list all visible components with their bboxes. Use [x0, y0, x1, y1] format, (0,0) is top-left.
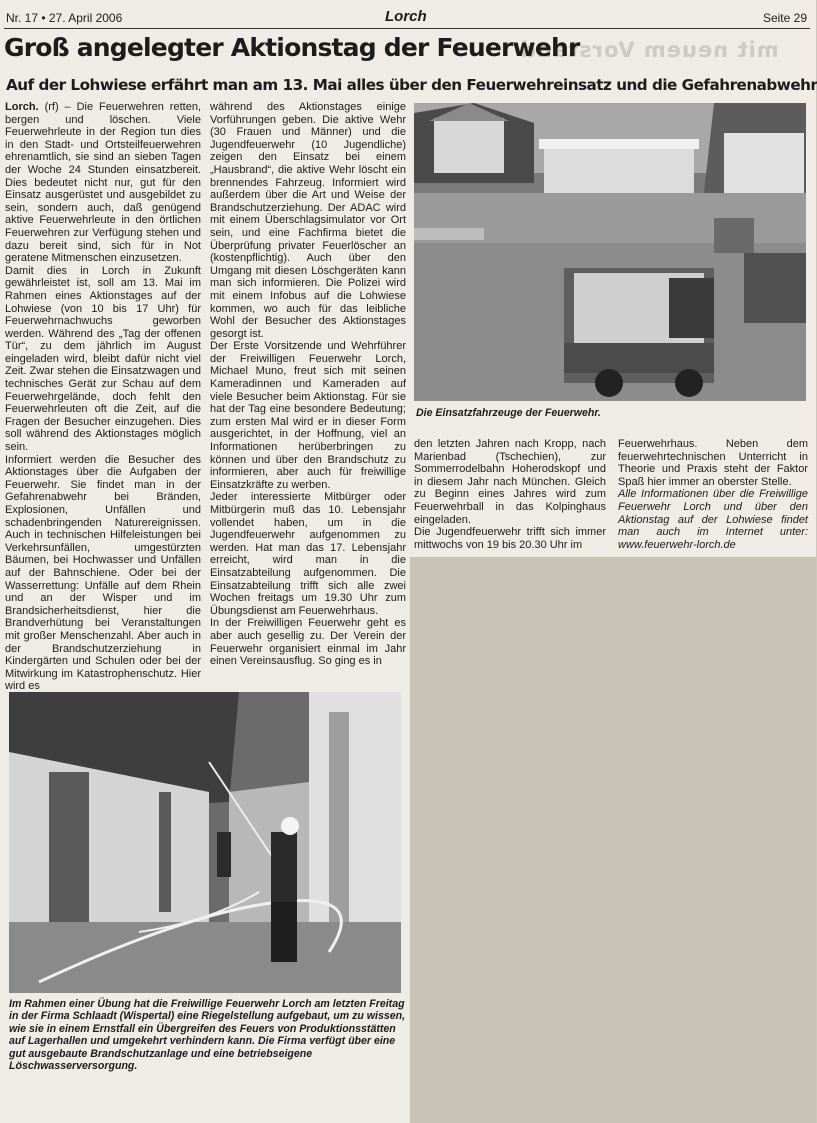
- article-column-3: [414, 438, 606, 558]
- paragraph: Der Erste Vorsitzende und Wehrführer der Freiwilligen Feuerwehr Lorch, Michael Muno, freut sich mit seinen Kameradinnen und Kameraden auf viele Besucher beim Aktionstag. Für sie hat der Tag eine besondere Bedeutung; zum ersten Mal wird er in dieser Form ausgerichtet, in der Hoffnung, viel an Informationen herüberbringen zu können und über den Brandschutz zu informieren, aber auch für freiwillige Einsatzkräfte zu werben.: [210, 340, 406, 491]
- article-column-4: [618, 438, 808, 558]
- issue-date: Nr. 17 • 27. April 2006: [6, 11, 123, 25]
- paragraph: Damit dies in Lorch in Zukunft gewährleistet ist, soll am 13. Mai im Rahmen eines Aktionstages auf der Lohwiese (von 10 bis 17 Uhr) für Feuerwehrnachwuchs geworben werden. Während des „Tag der offenen Tür“, zu dem jährlich im August eingeladen wird, bleibt dafür nicht viel Zeit. Zwar stehen die Einsatzwagen und technisches Gerät zur Schau auf dem Feuerwehrgelände, doch fehlt den Feuerwehrleuten oft die Zeit, auf die Fragen der Besucher einzugehen. Dies soll während des Aktionstages möglich sein.: [5, 264, 201, 454]
- scan-background: [410, 557, 816, 1123]
- paragraph: In der Freiwilligen Feuerwehr geht es aber auch gesellig zu. Der Verein der Feuerwehr organisiert einmal im Jahr einen Vereinsausflug. So ging es in: [210, 617, 406, 668]
- paragraph: Jeder interessierte Mitbürger oder Mitbürgerin muß das 10. Lebensjahr vollendet haben, um in die Jugendfeuerwehr aufgenommen zu werden. Hat man das 17. Lebensjahr erreicht, wird man in die Einsatzabteilung aufgenommen. Die Einsatzabteilung trifft sich alle zwei Wochen freitags um 19.30 Uhr zum Übungsdienst am Feuerwehrhaus.: [210, 491, 406, 617]
- article-column-1: [5, 101, 201, 693]
- page-number: Seite 29: [762, 11, 807, 25]
- section-name: Lorch: [385, 8, 427, 25]
- paragraph: Informiert werden die Besucher des Aktionstages über die Aufgaben der Feuerwehr. Sie findet man in der Gefahrenabwehr bei Bränden, Explosionen, Unfällen und schadenbringenden Naturereignissen. Auch in technischen Hilfeleistungen bei Verkehrsunfällen, umgestürzten Bäumen, bei Hochwasser und Unfällen auf der Bahnschiene. Oder bei der Wasserrettung: Unfälle auf dem Rhein und an der Wisper und im Brandsicherheitsdienst, hier die Brandverhütung bei Veranstaltungen mit großer Menschenzahl. Aber auch in der Brandschutzerziehung in Kindergärten und Schulen oder bei der Mitwirkung im Katastrophenschutz. Hier wird es: [5, 453, 201, 693]
- article-headline: Groß angelegter Aktionstag der Feuerwehr: [4, 33, 580, 62]
- article-subheadline: Auf der Lohwiese erfährt man am 13. Mai alles über den Feuerwehreinsatz und die Gefahrenabwehr: [6, 76, 817, 94]
- fire-trucks-photo: [414, 103, 806, 401]
- firefighter-drill-photo: [9, 692, 401, 993]
- dateline: Lorch.: [5, 101, 39, 113]
- paragraph: Die Jugendfeuerwehr trifft sich immer mittwochs von 19 bis 20.30 Uhr im: [414, 526, 606, 551]
- paragraph: (rf) – Die Feuerwehren retten, bergen und löschen. Viele Feuerwehrleute in der Region tun dies in den Stadt- und Ortsteilfeuerwehren ehrenamtlich, sie sind an sieben Tagen der Woche 24 Stunden einsatzbereit. Dies bedeutet nicht nur, gut für den Einsatz ausgerüstet und ausgebildet zu sein, sondern auch, daß genügend aktive Feuerwehrleute in den örtlichen Feuerwehren zur Verfügung stehen und dazu bereit sind, sich für in Not geratene Mitmenschen einzusetzen.: [5, 101, 201, 265]
- info-note: Alle Informationen über die Freiwillige Feuerwehr Lorch und über den Aktionstag auf der Lohwiese findet man auch im Internet unter: www.feuerwehr-lorch.de: [618, 488, 808, 551]
- paragraph: den letzten Jahren nach Kropp, nach Marienbad (Tschechien), zur Sommerrodelbahn Hoherodskopf und in diesem Jahr nach München. Gleich zu Beginn eines Jahres wird zum Feuerwehrball in das Kolpinghaus eingeladen.: [414, 438, 606, 526]
- paragraph: Feuerwehrhaus. Neben dem feuerwehrtechnischen Unterricht in Theorie und Praxis steht der Faktor Spaß hier immer an oberster Stelle.: [618, 438, 808, 488]
- page-header: [4, 8, 810, 29]
- photo-caption: Im Rahmen einer Übung hat die Freiwillige Feuerwehr Lorch am letzten Freitag in der Firma Schlaadt (Wispertal) eine Riegelstellung aufgebaut, um zu wissen, wie sie in einem Ernstfall ein Übergreifen des Feuers von Produktionsstätten auf Lagerhallen und umgekehrt verhindern kann. Die Firma verfügt über eine gut ausgebaute Brandschutzanlage und eine betriebseigene Löschwasserversorgung.: [9, 998, 406, 1073]
- paragraph: während des Aktionstages einige Vorführungen geben. Die aktive Wehr (30 Frauen und Männer) und die Jugendfeuerwehr (10 Jugendliche) zeigen den Einsatz bei einem „Hausbrand“, die aktive Wehr löscht ein brennendes Fahrzeug. Informiert wird außerdem über die Art und Weise der Brandschutzerziehung. Der ADAC wird mit einem Überschlagsimulator vor Ort sein, und eine Fachfirma bietet die Überprüfung privater Feuerlöscher an (kostenpflichtig). Auch über den Umgang mit diesen Löschgeräten kann man sich informieren. Die Polizei wird mit einem Infobus auf die Lohwiese kommen, wo auch für das leibliche Wohl der Besucher des Aktionstages gesorgt ist.: [210, 101, 406, 340]
- article-column-2: [210, 101, 406, 684]
- bleed-through-text: mit neuem Vorstand: [520, 38, 779, 62]
- photo-caption: Die Einsatzfahrzeuge der Feuerwehr.: [416, 407, 601, 419]
